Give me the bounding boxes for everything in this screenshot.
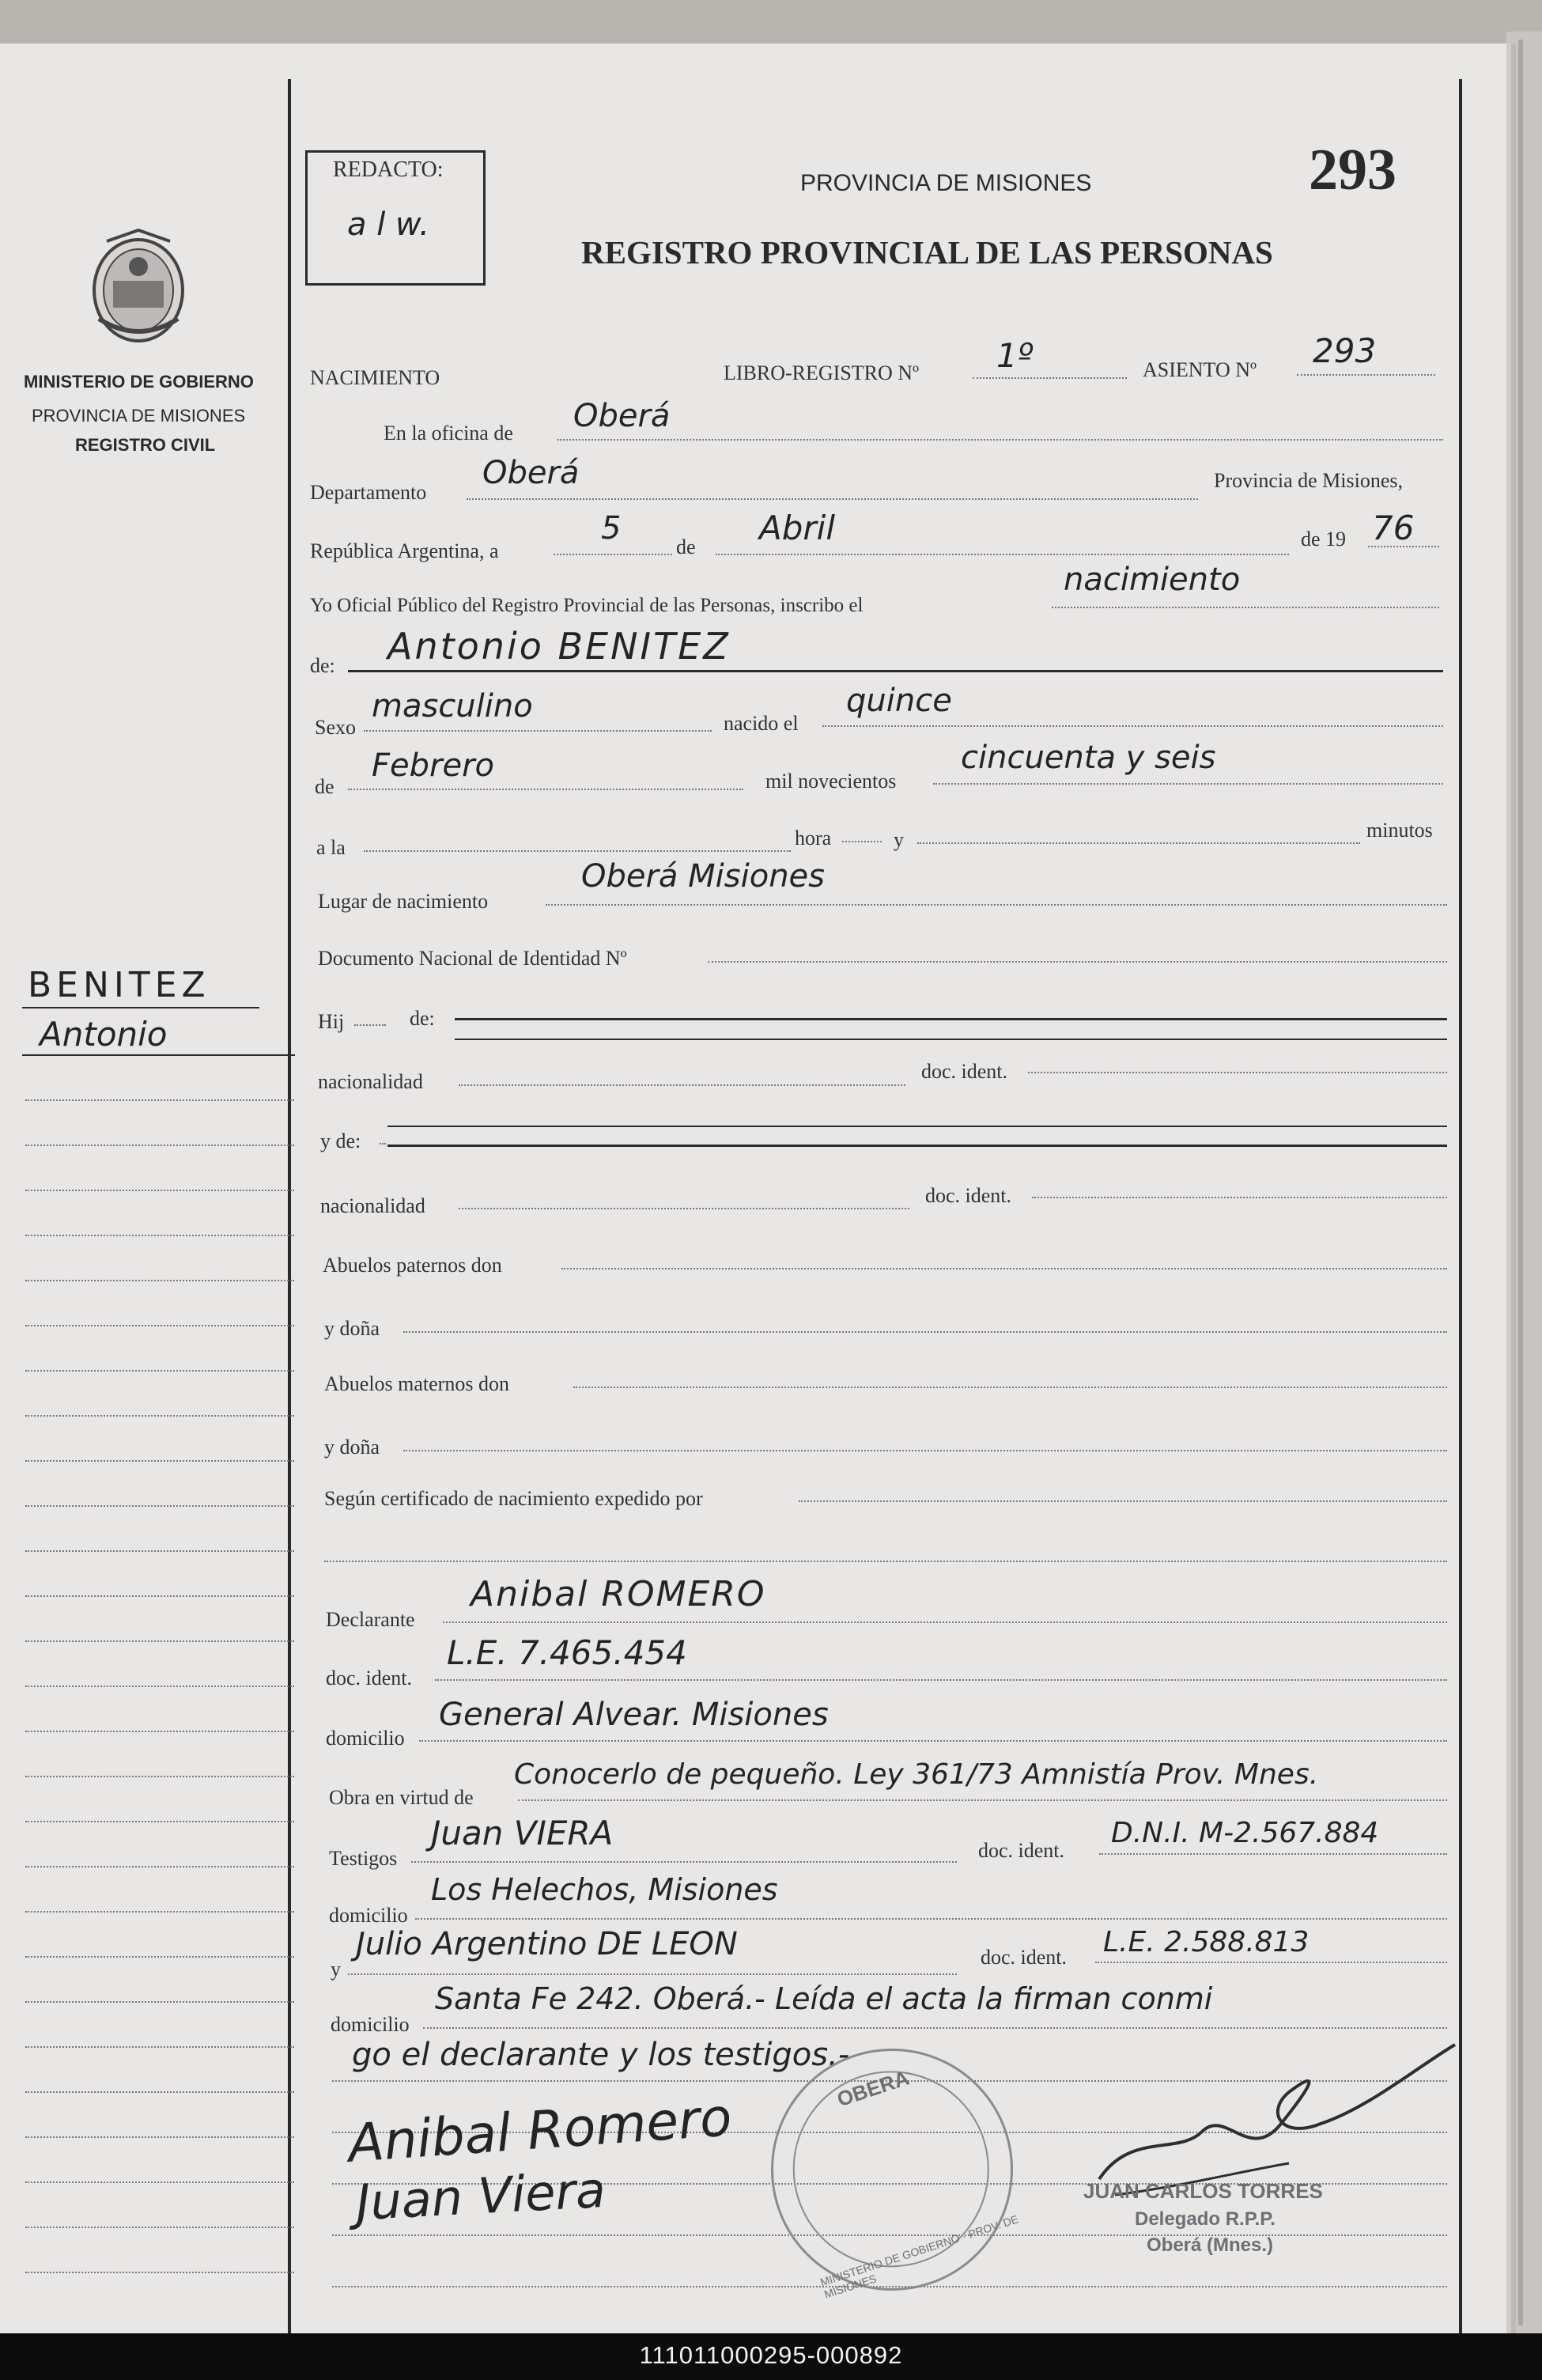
departamento-label: Departamento [310, 481, 427, 504]
doc-ident-t2-label: doc. ident. [981, 1946, 1068, 1969]
lugar-value: Oberá Misiones [581, 858, 826, 895]
domicilio-t1-value: Los Helechos, Misiones [431, 1872, 778, 1907]
persona-rule [348, 670, 1443, 672]
margin-dotted-line [25, 2091, 294, 2093]
margin-dotted-line [25, 1640, 294, 1642]
margin-dotted-line [25, 1776, 294, 1777]
seal-ring-text: MINISTERIO DE GOBIERNO · PROV. DE MISIONES [818, 2212, 1020, 2301]
republica-label: República Argentina, a [310, 539, 499, 562]
month-value: Abril [759, 509, 835, 547]
margin-dotted-line [25, 1731, 294, 1732]
closing-value: go el declarante y los testigos.- [352, 2037, 850, 2073]
hora-label: hora [795, 827, 832, 849]
libro-value: 1º [996, 336, 1034, 375]
ministry-label: MINISTERIO DE GOBIERNO [24, 372, 254, 392]
margin-dotted-line [25, 1280, 294, 1281]
scan-footer [0, 2333, 1542, 2380]
dni-label: Documento Nacional de Identidad Nº [318, 947, 627, 970]
doc-ident-decl-label: doc. ident. [326, 1667, 413, 1689]
doc-ident-label: doc. ident. [921, 1060, 1008, 1083]
domicilio-label: domicilio [326, 1727, 405, 1750]
nacionalidad2-label: nacionalidad [320, 1194, 425, 1217]
margin-dotted-line [25, 2136, 294, 2138]
margin-dotted-line [25, 2181, 294, 2183]
y-label: y [894, 828, 904, 851]
redacto-box [305, 150, 486, 286]
redacto-initials: a l w. [347, 206, 429, 243]
de-persona-label: de: [310, 654, 335, 677]
day-value: 5 [601, 510, 622, 547]
page-edge-line [1518, 40, 1523, 2325]
testigo2-value: Julio Argentino DE LEON [356, 1926, 738, 1962]
official-name-stamp: JUAN CARLOS TORRES [1083, 2179, 1323, 2203]
minutos-label: minutos [1366, 819, 1433, 842]
province-heading: PROVINCIA DE MISIONES [800, 170, 1092, 196]
registry-title: REGISTRO PROVINCIAL DE LAS PERSONAS [581, 234, 1273, 271]
margin-dotted-line [25, 1145, 294, 1146]
redacto-label: REDACTO: [333, 157, 444, 182]
nacionalidad-label: nacionalidad [318, 1070, 423, 1093]
official-place-stamp: Oberá (Mnes.) [1147, 2234, 1274, 2256]
segun-label: Según certificado de nacimiento expedido por [324, 1487, 703, 1510]
right-border-rule [1459, 79, 1462, 2333]
declarante-value: Anibal ROMERO [471, 1574, 766, 1614]
de-mes-label: de [315, 775, 334, 798]
margin-dotted-line [25, 1686, 294, 1687]
hijo-rule-2 [455, 1039, 1447, 1040]
margin-dotted-line [25, 1235, 294, 1236]
margin-dotted-line [25, 2001, 294, 2003]
hijo-rule [455, 1018, 1447, 1020]
signature-testigo: Juan Viera [354, 2160, 607, 2232]
testigo1-value: Juan VIERA [431, 1814, 614, 1852]
margin-surname: BENITEZ [28, 965, 210, 1005]
provincia-suffix: Provincia de Misiones, [1214, 469, 1404, 492]
yo-oficial-text: Yo Oficial Público del Registro Provincial de las Personas, inscribo el [310, 595, 864, 616]
doc-ident-t1-value: D.N.I. M-2.567.884 [1111, 1817, 1379, 1849]
oficina-label: En la oficina de [384, 422, 513, 445]
abuelos-maternos-label: Abuelos maternos don [324, 1372, 509, 1395]
departamento-value: Oberá [482, 455, 580, 491]
margin-dotted-line [25, 1550, 294, 1552]
coat-of-arms-icon [83, 225, 194, 352]
y-dona2-label: y doña [324, 1436, 380, 1459]
left-column-rule [288, 79, 291, 2333]
doc-ident2-label: doc. ident. [925, 1184, 1012, 1207]
seal-city: OBERA [833, 2065, 913, 2112]
margin-dotted-line [25, 1911, 294, 1913]
oficina-value: Oberá [573, 398, 671, 434]
margin-underline-2 [22, 1054, 295, 1056]
nacido-label: nacido el [724, 712, 799, 735]
margin-dotted-line [25, 1595, 294, 1597]
hijo-label: Hij [318, 1010, 345, 1033]
margin-dotted-line [25, 1505, 294, 1507]
margin-dotted-line [25, 1866, 294, 1867]
y-de-label: y de: [320, 1129, 361, 1152]
margin-dotted-line [25, 1460, 294, 1462]
year-prefix: de 19 [1301, 528, 1347, 551]
official-role-stamp: Delegado R.P.P. [1135, 2208, 1276, 2230]
sexo-value: masculino [372, 688, 533, 725]
persona-value: Antonio BENITEZ [387, 625, 731, 668]
testigos-label: Testigos [329, 1847, 398, 1870]
margin-dotted-line [25, 2227, 294, 2228]
abuelos-paternos-label: Abuelos paternos don [323, 1254, 502, 1277]
signature-declarante: Anibal Romero [346, 2087, 734, 2174]
domicilio-value: General Alvear. Misiones [439, 1697, 829, 1733]
margin-dotted-line [25, 1821, 294, 1822]
margin-dotted-line [25, 2272, 294, 2273]
margin-dotted-line [25, 1370, 294, 1372]
domicilio-t1-label: domicilio [329, 1904, 408, 1927]
doc-ident-t2-value: L.E. 2.588.813 [1103, 1926, 1310, 1958]
margin-dotted-line [25, 1190, 294, 1191]
asiento-label: ASIENTO Nº [1143, 358, 1257, 381]
page-number: 293 [1309, 138, 1396, 202]
nacimiento-label: NACIMIENTO [310, 366, 440, 389]
obra-label: Obra en virtud de [329, 1786, 474, 1809]
mes-value: Febrero [372, 747, 494, 784]
registro-civil-label: REGISTRO CIVIL [75, 435, 216, 455]
province-label: PROVINCIA DE MISIONES [32, 406, 246, 426]
scan-top-band [0, 0, 1542, 47]
margin-name: Antonio [40, 1015, 168, 1054]
margin-dotted-line [25, 2046, 294, 2048]
obra-value: Conocerlo de pequeño. Ley 361/73 Amnistía Prov. Mnes. [514, 1758, 1319, 1791]
domicilio-t2-value: Santa Fe 242. Oberá.- Leída el acta la firman conmi [435, 1981, 1213, 2016]
year-value: 76 [1372, 509, 1415, 547]
mil-label: mil novecientos [765, 770, 897, 793]
inscribo-value: nacimiento [1064, 562, 1241, 598]
margin-dotted-line [25, 1415, 294, 1417]
y-t2-label: y [331, 1958, 341, 1981]
domicilio-t2-label: domicilio [331, 2013, 410, 2036]
libro-label: LIBRO-REGISTRO Nº [724, 361, 920, 384]
anio-value: cincuenta y seis [961, 740, 1216, 776]
declarante-label: Declarante [326, 1608, 415, 1631]
asiento-value: 293 [1313, 331, 1377, 370]
nacido-value: quince [846, 683, 952, 719]
margin-dotted-line [25, 1099, 294, 1101]
margin-underline-1 [22, 1007, 259, 1008]
document-page [0, 44, 1506, 2333]
de-label: de [676, 535, 696, 558]
y-de-rule-top [387, 1126, 1447, 1127]
hijo-de-label: de: [410, 1007, 435, 1030]
sexo-label: Sexo [315, 716, 356, 739]
y-dona-label: y doña [324, 1317, 380, 1340]
page-edge [1506, 32, 1542, 2333]
margin-dotted-line [25, 1956, 294, 1958]
barcode-text: 111011000295-000892 [639, 2341, 903, 2369]
y-de-rule [387, 1145, 1447, 1147]
lugar-label: Lugar de nacimiento [318, 890, 489, 913]
margin-dotted-line [25, 1325, 294, 1326]
a-la-label: a la [316, 836, 346, 859]
doc-ident-t1-label: doc. ident. [978, 1839, 1065, 1862]
doc-ident-decl-value: L.E. 7.465.454 [447, 1633, 687, 1672]
